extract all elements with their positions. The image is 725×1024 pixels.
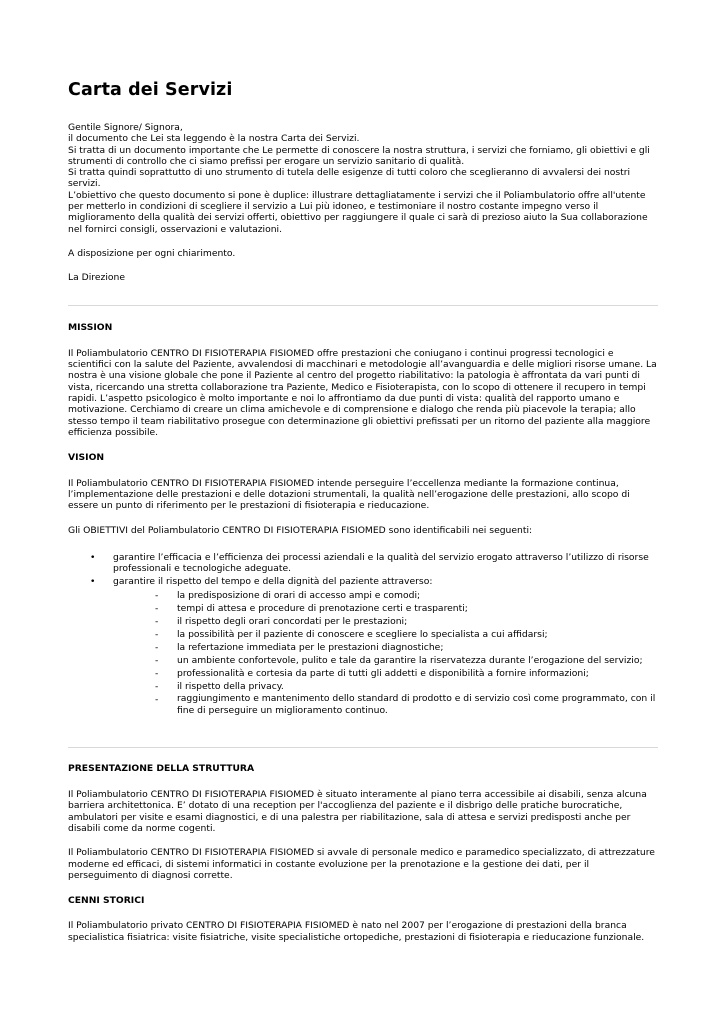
dash-icon: - bbox=[155, 694, 159, 706]
dash-icon: - bbox=[155, 681, 159, 693]
list-item bbox=[68, 576, 658, 716]
sub-list-item bbox=[135, 680, 658, 693]
sub-item-text: raggiungimento e mantenimento dello standard di prodotto e di servizio così come programmato, con il fine di perseguire un miglioramento continuo. bbox=[177, 693, 656, 716]
sub-list-item bbox=[135, 628, 658, 641]
dash-icon: - bbox=[155, 615, 159, 627]
sub-item-text: il rispetto della privacy. bbox=[177, 681, 284, 693]
structure-heading: PRESENTAZIONE DELLA STRUTTURA bbox=[68, 762, 255, 774]
list-item-text: garantire il rispetto del tempo e della dignità del paziente attraverso: bbox=[113, 576, 433, 588]
signature: La Direzione bbox=[68, 272, 125, 284]
dash-icon: - bbox=[155, 641, 159, 653]
intro-line: Si tratta quindi soprattutto di uno strumento di tutela delle esigenze di tutti coloro che sceglieranno di avvalersi dei nostri servizi. bbox=[68, 167, 631, 190]
intro-letter bbox=[68, 122, 658, 235]
history-text: Il Poliambulatorio privato CENTRO DI FISIOTERAPIA FISIOMED è nato nel 2007 per l’erogazione di prestazioni della branca specialistica fisiatrica: visite fisiatriche, visite specialistiche ortopediche, prestazioni di fisioterapia e rieducazione funzionale. bbox=[68, 920, 645, 943]
sub-list-item bbox=[135, 654, 658, 667]
sub-item-text: il rispetto degli orari concordati per le prestazioni; bbox=[177, 615, 408, 627]
dash-icon: - bbox=[155, 655, 159, 667]
intro-line: L’obiettivo che questo documento si pone è duplice: illustrare dettagliatamente i servizi che il Poliambulatorio offre all'utente per metterlo in condizioni di scegliere il servizio a Lui più idoneo, e testimoniare il nostro costante impegno verso il miglioramento della qualità dei servizi offerti, obiettivo per raggiungere il quale ci sarà di prezioso aiuto la Sua collaborazione nel fornirci consigli, osservazioni e valutazioni. bbox=[68, 189, 648, 235]
dash-icon: - bbox=[155, 602, 159, 614]
sub-item-text: un ambiente confortevole, pulito e tale da garantire la riservatezza durante l’erogazione del servizio; bbox=[177, 655, 643, 667]
sub-item-text: la refertazione immediata per le prestazioni diagnostiche; bbox=[177, 641, 444, 653]
sub-item-text: professionalità e cortesia da parte di tutti gli addetti e disponibilità a fornire informazioni; bbox=[177, 668, 589, 680]
objectives-list bbox=[68, 552, 658, 717]
history-heading: CENNI STORICI bbox=[68, 895, 145, 907]
intro-greeting: Gentile Signore/ Signora, bbox=[68, 122, 183, 133]
intro-line: il documento che Lei sta leggendo è la nostra Carta dei Servizi. bbox=[68, 133, 360, 145]
structure-paragraph: Il Poliambulatorio CENTRO DI FISIOTERAPIA FISIOMED si avvale di personale medico e paramedico specializzato, di attrezzature moderne ed efficaci, di sistemi informatici in costante evoluzione per la prenotazione e la gestione dei dati, per il perseguimento di diagnosi corrette. bbox=[68, 847, 655, 881]
sub-list-item bbox=[135, 615, 658, 628]
dash-icon: - bbox=[155, 628, 159, 640]
availability-note: A disposizione per ogni chiarimento. bbox=[68, 247, 236, 259]
sub-item-text: la possibilità per il paziente di conoscere e scegliere lo specialista a cui affidarsi; bbox=[177, 628, 548, 640]
mission-text: Il Poliambulatorio CENTRO DI FISIOTERAPIA FISIOMED offre prestazioni che coniugano i continui progressi tecnologici e scientifici con la salute del Paziente, avvalendosi di macchinari e metodologie all’avanguardia e delle migliori risorse umane. La nostra è una visione globale che pone il Paziente al centro del progetto riabilitativo: la patologia è affrontata da vari punti di vista, ricercando una stretta collaborazione tra Paziente, Medico e Fisioterapista, con lo scopo di ottenere il recupero in tempi rapidi. L’aspetto psicologico è molto importante e noi lo affrontiamo da due punti di vista: qualità del rapporto umano e motivazione. Cerchiamo di creare un clima amichevole e di comprensione e dialogo che renda più piacevole la terapia; allo stesso tempo il team riabilitativo prosegue con determinazione gli obiettivi prefissati per un ritorno del paziente alla maggiore efficienza possibile. bbox=[68, 347, 657, 438]
sub-item-text: la predisposizione di orari di accesso ampi e comodi; bbox=[177, 589, 421, 601]
dash-icon: - bbox=[155, 668, 159, 680]
vision-text: Il Poliambulatorio CENTRO DI FISIOTERAPIA FISIOMED intende perseguire l’eccellenza mediante la formazione continua, l’implementazione delle prestazioni e delle dotazioni strumentali, la qualità nell’erogazione delle prestazioni, allo scopo di essere un punto di riferimento per le prestazioni di fisioterapia e rieducazione. bbox=[68, 477, 630, 512]
list-item bbox=[68, 552, 658, 575]
intro-line: Si tratta di un documento importante che Le permette di conoscere la nostra struttura, i servizi che forniamo, gli obiettivi e gli strumenti di controllo che ci siamo prefissi per erogare un servizio sanitario di qualità. bbox=[68, 144, 650, 167]
dash-icon: - bbox=[155, 589, 159, 601]
sub-list-item bbox=[135, 589, 658, 602]
sub-list-item bbox=[135, 667, 658, 680]
sub-list bbox=[135, 589, 658, 717]
list-item-text: garantire l’efficacia e l’efficienza dei processi aziendali e la qualità del servizio erogato attraverso l’utilizzo di risorse professionali e tecnologiche adeguate. bbox=[113, 551, 649, 575]
sub-list-item bbox=[135, 641, 658, 654]
objectives-intro: Gli OBIETTIVI del Poliambulatorio CENTRO DI FISIOTERAPIA FISIOMED sono identificabili nei seguenti: bbox=[68, 525, 533, 537]
vision-heading: VISION bbox=[68, 452, 105, 464]
bullet-icon: • bbox=[90, 551, 96, 563]
mission-heading: MISSION bbox=[68, 321, 113, 333]
document-page bbox=[68, 80, 658, 943]
sub-item-text: tempi di attesa e procedure di prenotazione certi e trasparenti; bbox=[177, 602, 468, 614]
sub-list-item bbox=[135, 693, 658, 716]
structure-paragraph: Il Poliambulatorio CENTRO DI FISIOTERAPIA FISIOMED è situato interamente al piano terra accessibile ai disabili, senza alcuna barriera architettonica. E’ dotato di una reception per l'accoglienza del paziente e il disbrigo delle pratiche burocratiche, ambulatori per visite e esami diagnostici, e di una palestra per riabilitazione, sala di attesa e servizi predisposti anche per disabili come da norme cogenti. bbox=[68, 789, 647, 834]
bullet-icon: • bbox=[90, 576, 96, 588]
sub-list-item bbox=[135, 602, 658, 615]
document-title: Carta dei Servizi bbox=[68, 80, 233, 100]
